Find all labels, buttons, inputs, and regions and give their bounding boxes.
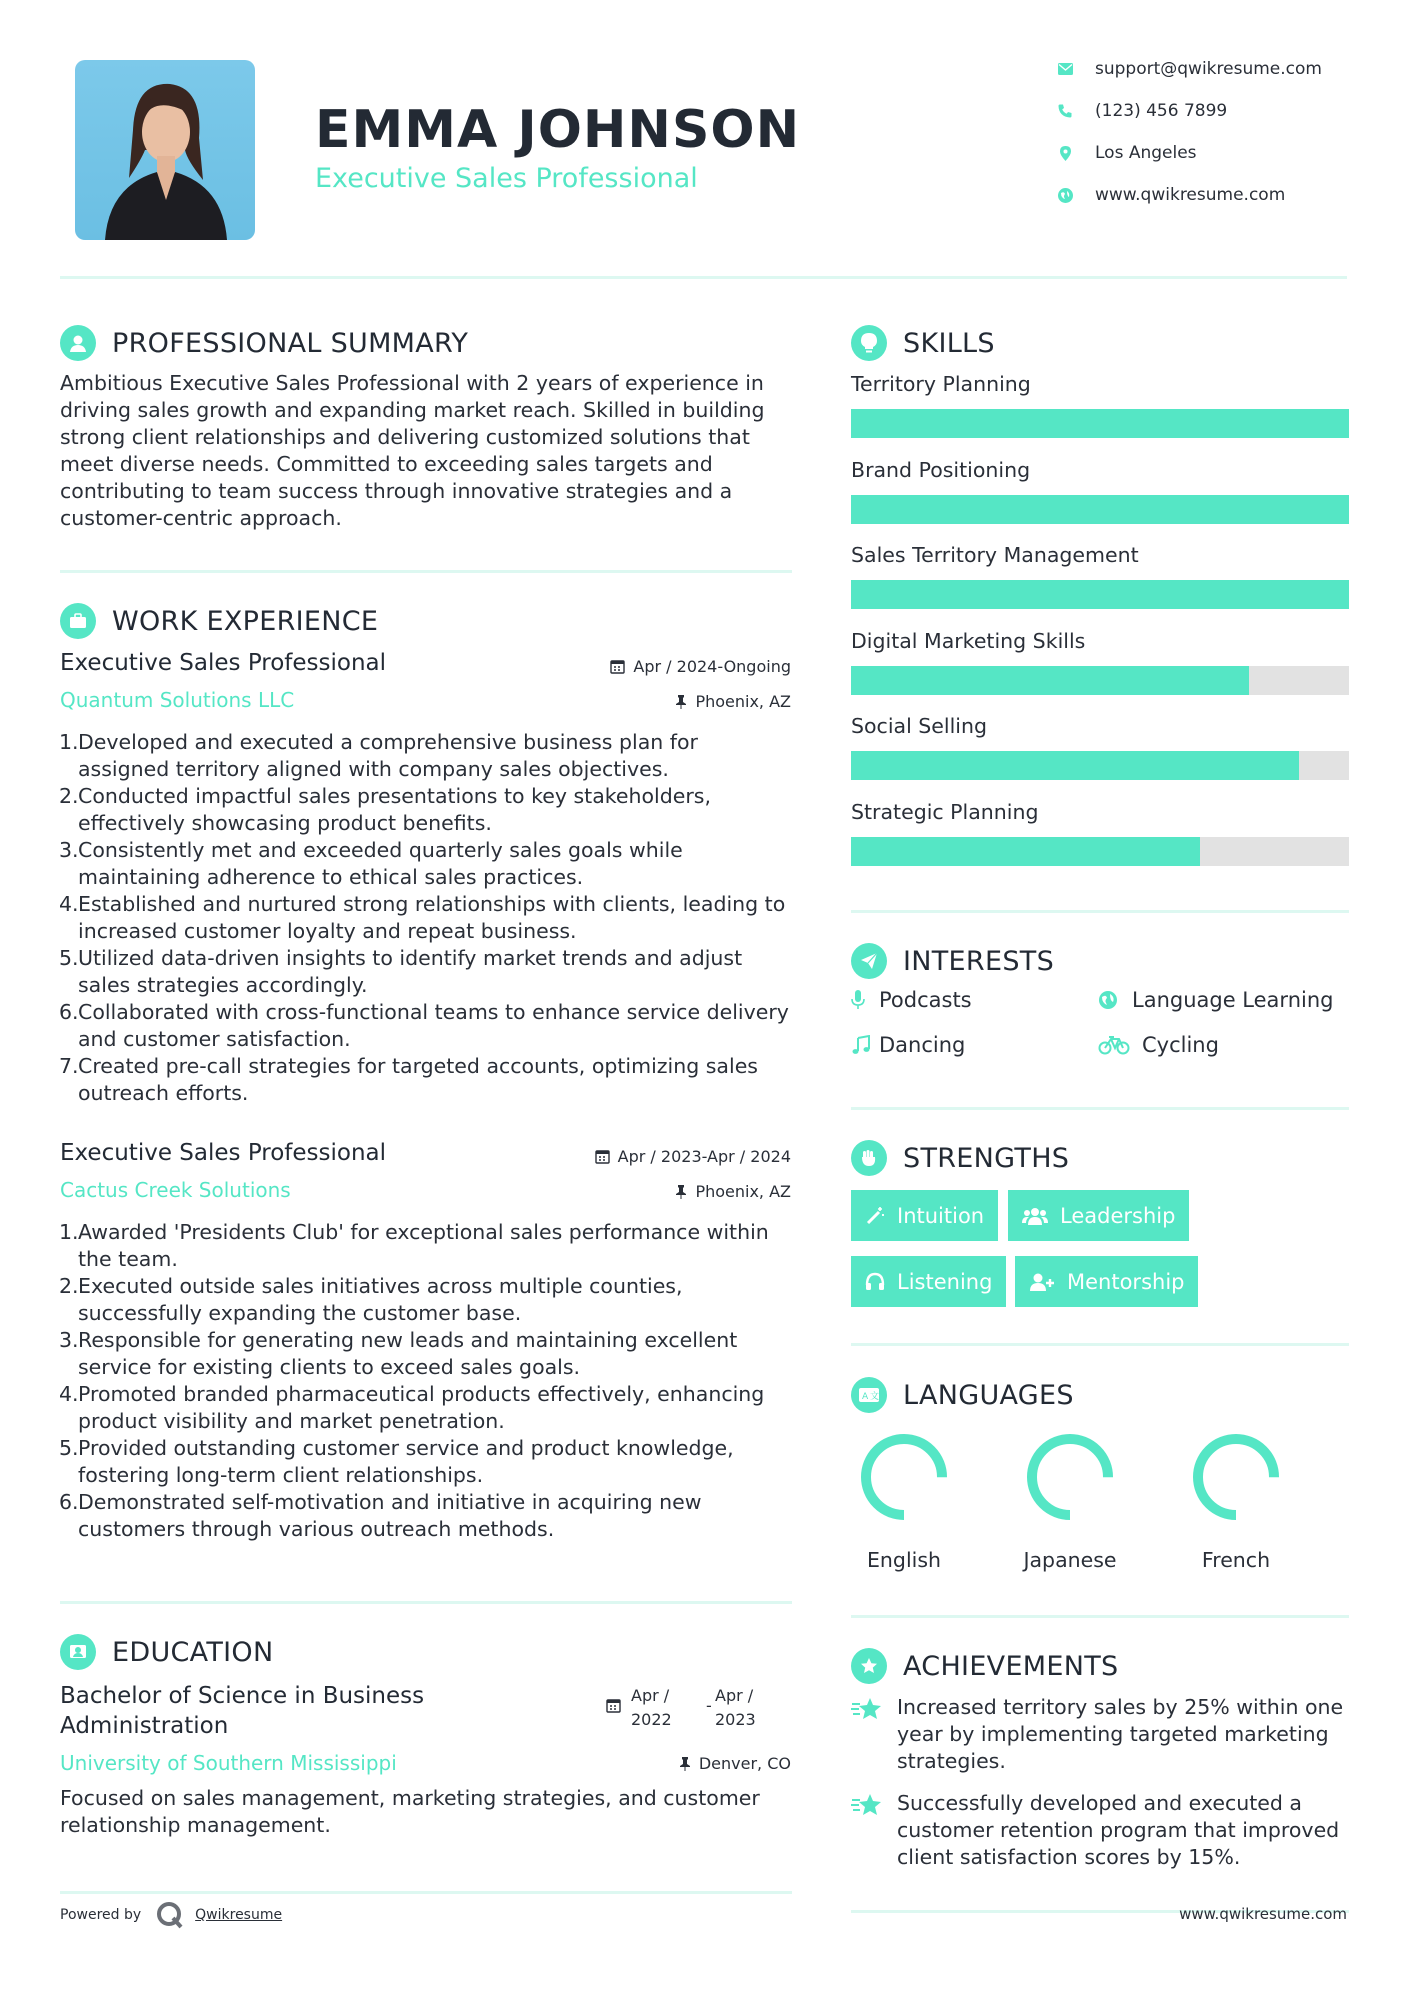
- language-ring-arc: [866, 1439, 942, 1515]
- job-company: Cactus Creek Solutions: [60, 1178, 291, 1202]
- section-divider: [851, 1615, 1349, 1618]
- job-location: Phoenix, AZ: [675, 1182, 791, 1201]
- location-icon: [1055, 143, 1075, 163]
- svg-text:A: A: [862, 1392, 869, 1402]
- fist-icon: [851, 1140, 887, 1176]
- strength-chip: Listening: [851, 1256, 1006, 1307]
- job-date: Apr / 2023-Apr / 2024: [595, 1147, 791, 1166]
- skill-bar: [851, 837, 1349, 866]
- calendar-icon: [595, 1149, 610, 1164]
- edu-end-date: Apr / 2023: [715, 1686, 756, 1729]
- contact-phone[interactable]: (123) 456 7899: [1055, 96, 1355, 126]
- user-icon: [60, 325, 96, 361]
- calendar-icon: [610, 659, 625, 674]
- language-ring-arc: [1198, 1439, 1274, 1515]
- header-divider: [60, 276, 1347, 279]
- candidate-name: EMMA JOHNSON: [315, 100, 801, 160]
- skill-name: Brand Positioning: [851, 457, 1031, 482]
- list-item: 3. Consistently met and exceeded quarterly sales goals while maintaining adherence to ethical sales practices.: [59, 838, 683, 889]
- skill-bar-fill: [851, 580, 1349, 609]
- interest-item: Podcasts: [851, 988, 972, 1012]
- star-icon: [851, 1694, 897, 1775]
- skill-bar: [851, 409, 1349, 438]
- skill-bar: [851, 666, 1349, 695]
- pin-icon: [679, 1756, 691, 1771]
- section-divider: [60, 570, 792, 573]
- skill-bar-fill: [851, 751, 1299, 780]
- language-ring: [844, 1430, 964, 1530]
- profile-photo: [75, 60, 255, 240]
- powered-by: Powered by Qwikresume: [60, 1900, 282, 1930]
- skill-item: [851, 800, 1349, 866]
- list-item: 5. Provided outstanding customer service and product knowledge, fostering long-term client relationships.: [59, 1436, 734, 1487]
- list-item: 6. Collaborated with cross-functional teams to enhance service delivery and customer satisfaction.: [59, 1000, 789, 1051]
- lightbulb-icon: [851, 325, 887, 361]
- contact-location: Los Angeles: [1055, 138, 1355, 168]
- magic-wand-icon: [865, 1206, 885, 1226]
- contact-email[interactable]: support@qwikresume.com: [1055, 54, 1355, 84]
- job-company: Quantum Solutions LLC: [60, 688, 295, 712]
- section-divider: [60, 1891, 792, 1894]
- globe-icon: [1055, 185, 1075, 205]
- achievement-item: Successfully developed and executed a customer retention program that improved client satisfaction scores by 15%.: [851, 1790, 1351, 1871]
- footer-website[interactable]: www.qwikresume.com: [1179, 1905, 1347, 1923]
- achievements-heading: ACHIEVEMENTS: [851, 1648, 1119, 1684]
- list-item: 1. Awarded 'Presidents Club' for exceptional sales performance within the team.: [59, 1220, 769, 1271]
- interest-item: Cycling: [1098, 1033, 1219, 1057]
- skill-bar: [851, 580, 1349, 609]
- edu-description: Focused on sales management, marketing strategies, and customer relationship management.: [60, 1786, 760, 1837]
- globe-icon: [1098, 990, 1122, 1010]
- skill-name: Social Selling: [851, 714, 988, 738]
- languages-list: [851, 1430, 1349, 1570]
- interests-heading: INTERESTS: [851, 943, 1054, 979]
- language-item: [844, 1430, 964, 1572]
- pin-icon: [675, 694, 687, 709]
- skill-item: [851, 372, 1349, 438]
- strength-chip: Intuition: [851, 1190, 998, 1241]
- skills-heading: SKILLS: [851, 325, 995, 361]
- phone-icon: [1055, 101, 1075, 121]
- users-icon: [1022, 1206, 1048, 1226]
- skill-bar-fill: [851, 495, 1349, 524]
- strength-chip: Leadership: [1008, 1190, 1189, 1241]
- interest-item: Dancing: [851, 1033, 965, 1057]
- languages-heading: A 文 LANGUAGES: [851, 1377, 1074, 1413]
- section-divider: [851, 1343, 1349, 1346]
- award-icon: [851, 1648, 887, 1684]
- experience-heading: WORK EXPERIENCE: [60, 603, 378, 639]
- svg-text:文: 文: [870, 1392, 880, 1402]
- paper-plane-icon: [851, 943, 887, 979]
- language-ring: [1010, 1430, 1130, 1530]
- skill-bar-fill: [851, 837, 1200, 866]
- job-duties: [60, 1219, 795, 1543]
- qwikresume-logo-icon: [155, 1900, 185, 1930]
- language-icon: [851, 1377, 887, 1413]
- language-ring-arc: [1032, 1439, 1108, 1515]
- briefcase-icon: [60, 603, 96, 639]
- list-item: 2. Conducted impactful sales presentations to key stakeholders, effectively showcasing product benefits.: [59, 784, 711, 835]
- edu-date-separator: -: [706, 1696, 712, 1715]
- language-ring: [1176, 1430, 1296, 1530]
- section-divider: [851, 910, 1349, 913]
- school-name: University of Southern Mississippi: [60, 1751, 397, 1775]
- music-icon: [851, 1035, 875, 1055]
- user-plus-icon: [1029, 1272, 1055, 1292]
- interest-item: Language Learning: [1098, 988, 1333, 1012]
- contact-website[interactable]: www.qwikresume.com: [1055, 180, 1355, 210]
- list-item: 2. Executed outside sales initiatives across multiple counties, successfully expanding the customer base.: [59, 1274, 683, 1325]
- edu-start-date: Apr / 2022: [631, 1686, 672, 1729]
- summary-heading: PROFESSIONAL SUMMARY: [60, 325, 468, 361]
- bicycle-icon: [1098, 1035, 1132, 1055]
- skill-name: Territory Planning: [851, 372, 1031, 396]
- job-title: Executive Sales Professional: [60, 650, 387, 676]
- star-icon: [851, 1790, 897, 1871]
- section-divider: [851, 1107, 1349, 1110]
- strengths-heading: STRENGTHS: [851, 1140, 1069, 1176]
- list-item: 6. Demonstrated self-motivation and initiative in acquiring new customers through various outreach methods.: [59, 1490, 702, 1541]
- list-item: 7. Created pre-call strategies for targeted accounts, optimizing sales outreach efforts.: [59, 1054, 758, 1105]
- skill-item: [851, 714, 1349, 780]
- graduation-cap-icon: [60, 1634, 96, 1670]
- skill-bar-fill: [851, 409, 1349, 438]
- job-location: Phoenix, AZ: [675, 692, 791, 711]
- headphones-icon: [865, 1272, 885, 1292]
- skill-bar: [851, 751, 1349, 780]
- microphone-icon: [851, 990, 875, 1010]
- pin-icon: [675, 1184, 687, 1199]
- list-item: 4. Promoted branded pharmaceutical products effectively, enhancing product visibility and market penetration.: [59, 1382, 765, 1433]
- language-item: [1010, 1430, 1130, 1572]
- language-name: French: [1201, 1548, 1271, 1572]
- list-item: 5. Utilized data-driven insights to identify market trends and adjust sales strategies accordingly.: [59, 946, 743, 997]
- strength-chip: Mentorship: [1015, 1256, 1198, 1307]
- skill-name: Digital Marketing Skills: [851, 628, 1086, 653]
- skill-name: Strategic Planning: [851, 799, 1039, 824]
- candidate-title: Executive Sales Professional: [315, 163, 698, 194]
- job-title: Executive Sales Professional: [60, 1140, 387, 1166]
- degree: Bachelor of Science in Business Administration: [60, 1683, 425, 1739]
- section-divider: [60, 1601, 792, 1604]
- language-name: English: [866, 1548, 942, 1572]
- achievement-item: Increased territory sales by 25% within one year by implementing targeted marketing strategies.: [851, 1694, 1351, 1775]
- edu-location: Denver, CO: [679, 1754, 791, 1773]
- education-heading: EDUCATION: [60, 1634, 273, 1670]
- skill-bar: [851, 495, 1349, 524]
- job-duties: [60, 729, 795, 1107]
- skill-item: [851, 458, 1349, 524]
- list-item: 1. Developed and executed a comprehensive business plan for assigned territory aligned with company sales objectives.: [59, 730, 698, 781]
- qwikresume-link[interactable]: Qwikresume: [195, 1907, 283, 1923]
- skill-name: Sales Territory Management: [851, 543, 1139, 567]
- language-item: [1176, 1430, 1296, 1572]
- language-name: Japanese: [1023, 1548, 1117, 1572]
- list-item: 3. Responsible for generating new leads and maintaining excellent service for existing clients to exceed sales goals.: [59, 1328, 738, 1379]
- email-icon: [1055, 59, 1075, 79]
- skill-item: [851, 543, 1349, 609]
- skill-bar-fill: [851, 666, 1249, 695]
- job-date: Apr / 2024-Ongoing: [610, 657, 791, 676]
- skill-item: [851, 629, 1349, 695]
- summary-text: Ambitious Executive Sales Professional with 2 years of experience in driving sales growth and expanding market reach. Skilled in building strong client relationships and delivering customized solutions that meet diverse needs. Committed to exceeding sales targets and contributing to team success through innovative strategies and a customer-centric approach.: [60, 371, 765, 530]
- list-item: 4. Established and nurtured strong relationships with clients, leading to increased customer loyalty and repeat business.: [59, 892, 786, 943]
